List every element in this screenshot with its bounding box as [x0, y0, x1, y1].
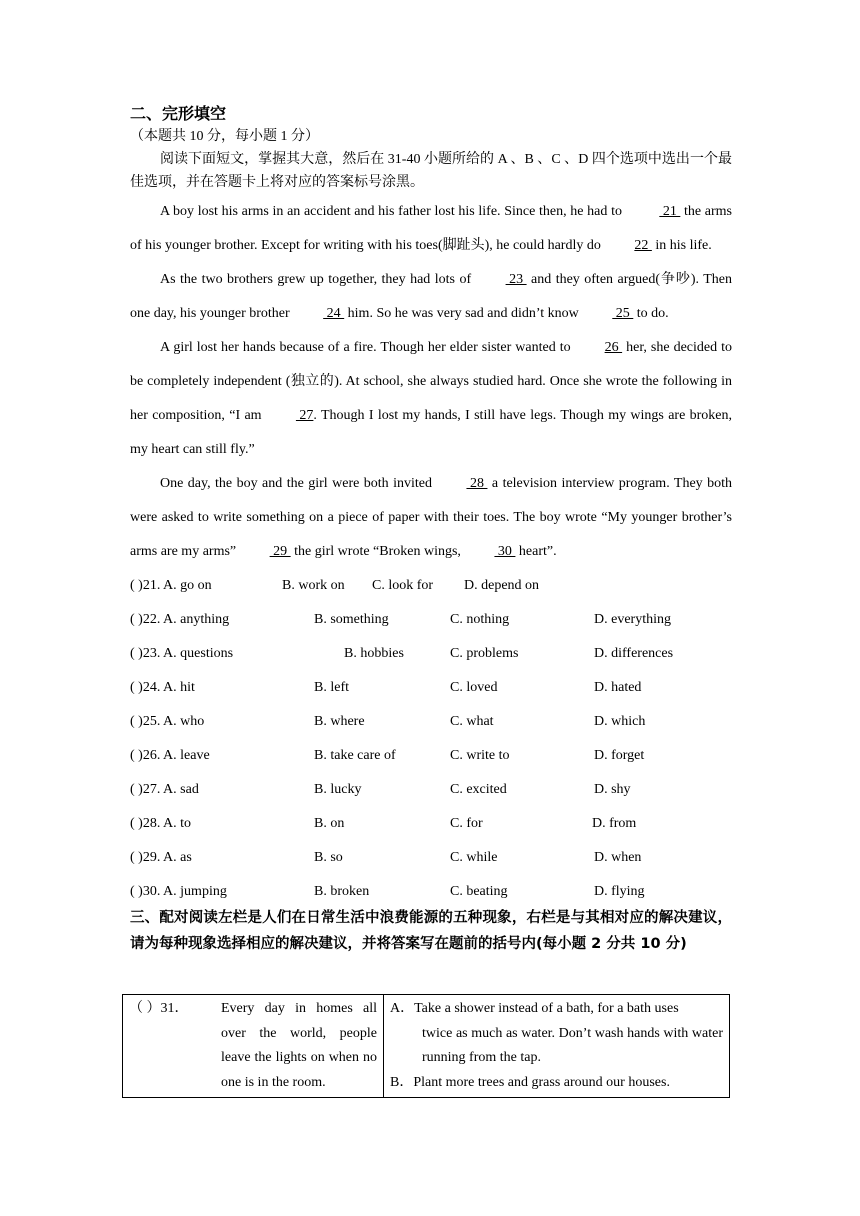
option-d: D. shy: [594, 782, 631, 797]
answer-option-b: [390, 1071, 723, 1096]
passage-text: As the two brothers grew up together, they had lots of: [160, 272, 476, 287]
exam-page: [130, 102, 732, 957]
passage-text: the arms of his younger brother. Except for writing with his toes(脚趾头), he could hardly do: [130, 204, 732, 253]
score-note: （本题共 10 分，每小题 1 分）: [130, 129, 319, 144]
passage-text: a television interview program. They both were asked to write something on a piece of paper with their toes. The boy wrote “My younger brother’s arms are my arms”: [130, 476, 732, 559]
passage-text: and they often argued(争吵). Then one day, his younger brother: [130, 272, 732, 321]
option-c: C. beating: [450, 884, 508, 899]
options-list: [130, 569, 732, 909]
option-d: D. from: [592, 816, 637, 831]
table-row: [123, 995, 730, 1098]
option-d: D. differences: [594, 646, 674, 661]
passage-text: . Though I lost my hands, I still have legs. Though my wings are broken, my heart can still fly.”: [130, 408, 733, 457]
blank-23: 23: [505, 272, 527, 287]
passage-paragraph-2: [130, 263, 732, 331]
option-a: ( )22. A. anything: [130, 612, 230, 627]
passage-text: A boy lost his arms in an accident and his father lost his life. Since then, he had to: [160, 204, 622, 219]
option-a: ( )23. A. questions: [130, 646, 234, 661]
option-c: C. problems: [450, 646, 519, 661]
answer-option-a: [390, 997, 723, 1071]
option-d: D. when: [594, 850, 642, 865]
option-a: ( )24. A. hit: [130, 680, 195, 695]
option-row-22: [130, 603, 732, 637]
passage-text: him. So he was very sad and didn’t know: [344, 306, 583, 321]
option-c: C. nothing: [450, 612, 510, 627]
passage-text: heart”.: [515, 544, 557, 559]
option-row-25: [130, 705, 732, 739]
option-d: D. depend on: [464, 578, 540, 593]
option-a: ( )21. A. go on: [130, 578, 212, 593]
option-row-24: [130, 671, 732, 705]
answer-option-a-continuation: twice as much as water. Don’t wash hands with water running from the tap.: [422, 1025, 723, 1065]
answer-option-b-text: B．Plant more trees and grass around our houses.: [390, 1074, 670, 1090]
option-c: C. loved: [450, 680, 498, 695]
answer-cell: [384, 995, 730, 1098]
option-d: D. flying: [594, 884, 645, 899]
passage-text: One day, the boy and the girl were both invited: [160, 476, 437, 491]
option-b: B. where: [314, 714, 365, 729]
option-d: D. forget: [594, 748, 645, 763]
blank-27: 27: [295, 408, 314, 423]
blank-22: 22: [634, 238, 652, 253]
option-b: B. hobbies: [344, 646, 404, 661]
option-c: C. write to: [450, 748, 510, 763]
option-d: D. everything: [594, 612, 671, 627]
option-row-26: [130, 739, 732, 773]
cloze-instructions: 阅读下面短文，掌握其大意，然后在 31-40 小题所给的 A 、B 、C 、D 四个选项中选出一个最佳选项，并在答题卡上将对应的答案标号涂黑。: [130, 152, 732, 190]
matching-table: [122, 994, 730, 1098]
passage-paragraph-1: [130, 195, 732, 263]
option-a: ( )25. A. who: [130, 714, 205, 729]
option-c: C. excited: [450, 782, 507, 797]
passage-text: in his life.: [651, 238, 712, 253]
option-row-23: [130, 637, 732, 671]
option-a: ( )28. A. to: [130, 816, 192, 831]
option-a: ( )26. A. leave: [130, 748, 210, 763]
option-b: B. something: [314, 612, 389, 627]
option-b: B. broken: [314, 884, 370, 899]
passage-paragraph-3: [130, 331, 732, 467]
option-c: C. while: [450, 850, 498, 865]
section-title-matching: 三、配对阅读左栏是人们在日常生活中浪费能源的五种现象，右栏是与其相对应的解决建议，请为每种现象选择相应的解决建议，并将答案写在题前的括号内(每小题 2 分共 10 分): [130, 910, 732, 952]
option-d: D. which: [594, 714, 646, 729]
option-a: ( )27. A. sad: [130, 782, 199, 797]
option-row-28: [130, 807, 732, 841]
question-cell-31: [123, 995, 384, 1098]
section-title-cloze: 二、完形填空: [130, 104, 227, 123]
blank-28: 28: [466, 476, 488, 491]
option-c: C. what: [450, 714, 494, 729]
option-row-27: [130, 773, 732, 807]
option-row-30: [130, 875, 732, 909]
answer-option-a-lead: A．Take a shower instead of a bath, for a bath uses: [390, 1001, 679, 1016]
option-c: C. for: [450, 816, 483, 831]
blank-26: 26: [604, 340, 623, 355]
option-row-21: [130, 569, 732, 603]
option-b: B. work on: [282, 578, 345, 593]
passage-text: to do.: [633, 306, 669, 321]
passage-text: her, she decided to be completely independent (独立的). At school, she always studied hard. Once she wrote the following in her composition, “I am: [130, 340, 732, 423]
option-b: B. take care of: [314, 748, 396, 763]
option-a: ( )30. A. jumping: [130, 884, 227, 899]
blank-25: 25: [612, 306, 634, 321]
blank-30: 30: [494, 544, 516, 559]
passage-text: the girl wrote “Broken wings,: [290, 544, 465, 559]
option-b: B. on: [314, 816, 345, 831]
option-a: ( )29. A. as: [130, 850, 192, 865]
option-b: B. lucky: [314, 782, 362, 797]
option-b: B. left: [314, 680, 349, 695]
option-c: C. look for: [372, 578, 434, 593]
question-number-31: （ ）31．: [129, 1001, 189, 1016]
passage-text: A girl lost her hands because of a fire. Though her elder sister wanted to: [160, 340, 575, 355]
blank-21: 21: [659, 204, 681, 219]
blank-29: 29: [269, 544, 291, 559]
passage-paragraph-4: [130, 467, 732, 569]
option-b: B. so: [314, 850, 343, 865]
blank-24: 24: [323, 306, 345, 321]
option-row-29: [130, 841, 732, 875]
question-text-31: Every day in homes all over the world, people leave the lights on when no one is in the room.: [221, 1001, 377, 1090]
option-d: D. hated: [594, 680, 642, 695]
